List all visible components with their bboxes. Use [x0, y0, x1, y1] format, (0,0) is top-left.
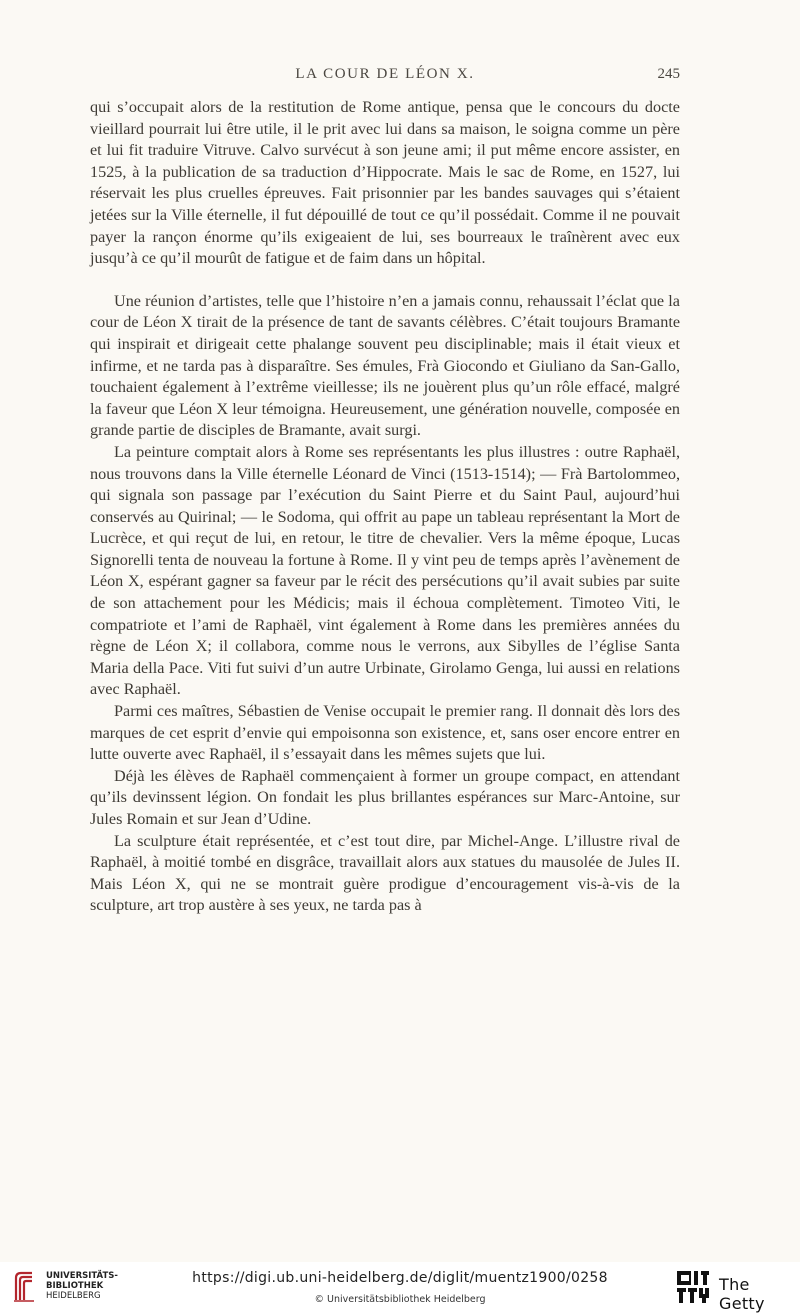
- paragraph: Parmi ces maîtres, Sébastien de Venise occupait le premier rang. Il donnait dès lors des marques de cet esprit d’envie qui empoisonna son existence, et, sans oser encore entrer en lutte ouverte avec Raphaël, il s’essayait dans les mêmes sujets que lui.: [90, 702, 680, 764]
- paragraph: La sculpture était représentée, et c’est tout dire, par Michel-Ange. L’illustre rival de Raphaël, à moitié tombé en disgrâce, travaillait alors aux statues du mausolée de Jules II. Mais Léon X, qui ne se montrait guère prodigue d’encouragement vis-à-vis de la sculpture, art trop austère à ses yeux, ne tarda pas à: [90, 831, 680, 915]
- copyright-notice: © Universitätsbibliothek Heidelberg: [314, 1294, 486, 1305]
- library-line: UNIVERSITÄTS-: [46, 1271, 118, 1281]
- paragraph: Déjà les élèves de Raphaël commençaient à former un groupe compact, en attendant qu’ils devinssent légion. On fondait les plus brillantes espérances sur Marc-Antoine, sur Jules Romain et sur Jean d’Udine.: [90, 766, 680, 828]
- library-line: HEIDELBERG: [46, 1291, 101, 1301]
- page-header: [90, 66, 680, 88]
- paragraph: qui s’occupait alors de la restitution de Rome antique, pensa que le concours du docte vieillard pourrait lui être utile, il le prit avec lui dans sa maison, le soigna comme un père et lui fit traduire Vitruve. Calvo survécut à son jeune ami; il put même encore assister, en 1525, à la publication de sa traduction d’Hippocrate. Mais le sac de Rome, en 1527, lui réservait les plus cruelles épreuves. Fait prisonnier par les bandes sauvages qui s’étaient jetées sur la Ville éternelle, il fut dépouillé de tout ce qu’il possédait. Comme il ne pouvait payer la rançon énorme qu’ils exigeaient de lui, ses bourreaux le traînèrent avec eux jusqu’à ce qu’il mourût de fatigue et de faim dans un hôpital.: [90, 98, 680, 268]
- running-title: LA COUR DE LÉON X.: [295, 66, 475, 82]
- paragraph: Une réunion d’artistes, telle que l’histoire n’en a jamais connu, rehaussait l’éclat que la cour de Léon X tirait de la présence de tant de savants célèbres. C’était toujours Bramante qui inspirait et dirigeait cette phalange souvent peu disciplinable; mais il était vieux et infirme, et ne tarda pas à disparaître. Ses émules, Frà Giocondo et Giuliano da San-Gallo, touchaient également à l’extrême vieillesse; ils ne jouèrent plus qu’un rôle effacé, malgré la faveur que Léon X leur témoigna. Heureusement, une génération nouvelle, composée en grande partie de disciples de Bramante, avait surgi.: [90, 291, 680, 440]
- page-number: 245: [657, 66, 680, 82]
- section-break: [90, 270, 680, 291]
- getty-logo-icon: [676, 1270, 710, 1304]
- permalink-url[interactable]: https://digi.ub.uni-heidelberg.de/diglit/muentz1900/0258: [192, 1270, 608, 1286]
- body-text: [90, 97, 680, 917]
- footer-bar: [0, 1262, 800, 1314]
- library-line: BIBLIOTHEK: [46, 1281, 104, 1291]
- paragraph: La peinture comptait alors à Rome ses représentants les plus illustres : outre Raphaël, nous trouvons dans la Ville éternelle Léonard de Vinci (1513-1514); — Frà Bartolommeo, qui signala son passage par l’exécution du Saint Pierre et du Saint Paul, aujourd’hui conservés au Quirinal; — le Sodoma, qui offrit au pape un tableau représentant la Mort de Lucrèce, et qui reçut de lui, en retour, le titre de chevalier. Vers la même époque, Lucas Signorelli tenta de nouveau la fortune à Rome. Il y vint peu de temps après l’avènement de Léon X, espérant gagner sa faveur par le récit des persécutions qu’il avait subies par suite de son attachement pour les Médicis; mais il échoua complètement. Timoteo Viti, le compatriote et l’ami de Raphaël, vint également à Rome dans les premières années du règne de Léon X; il collabora, comme nous le verrons, aux Sibylles de l’église Santa Maria della Pace. Viti fut suivi d’un autre Urbinate, Girolamo Genga, lui aussi en relations avec Raphaël.: [90, 442, 680, 699]
- getty-name: The Getty: [719, 1275, 765, 1313]
